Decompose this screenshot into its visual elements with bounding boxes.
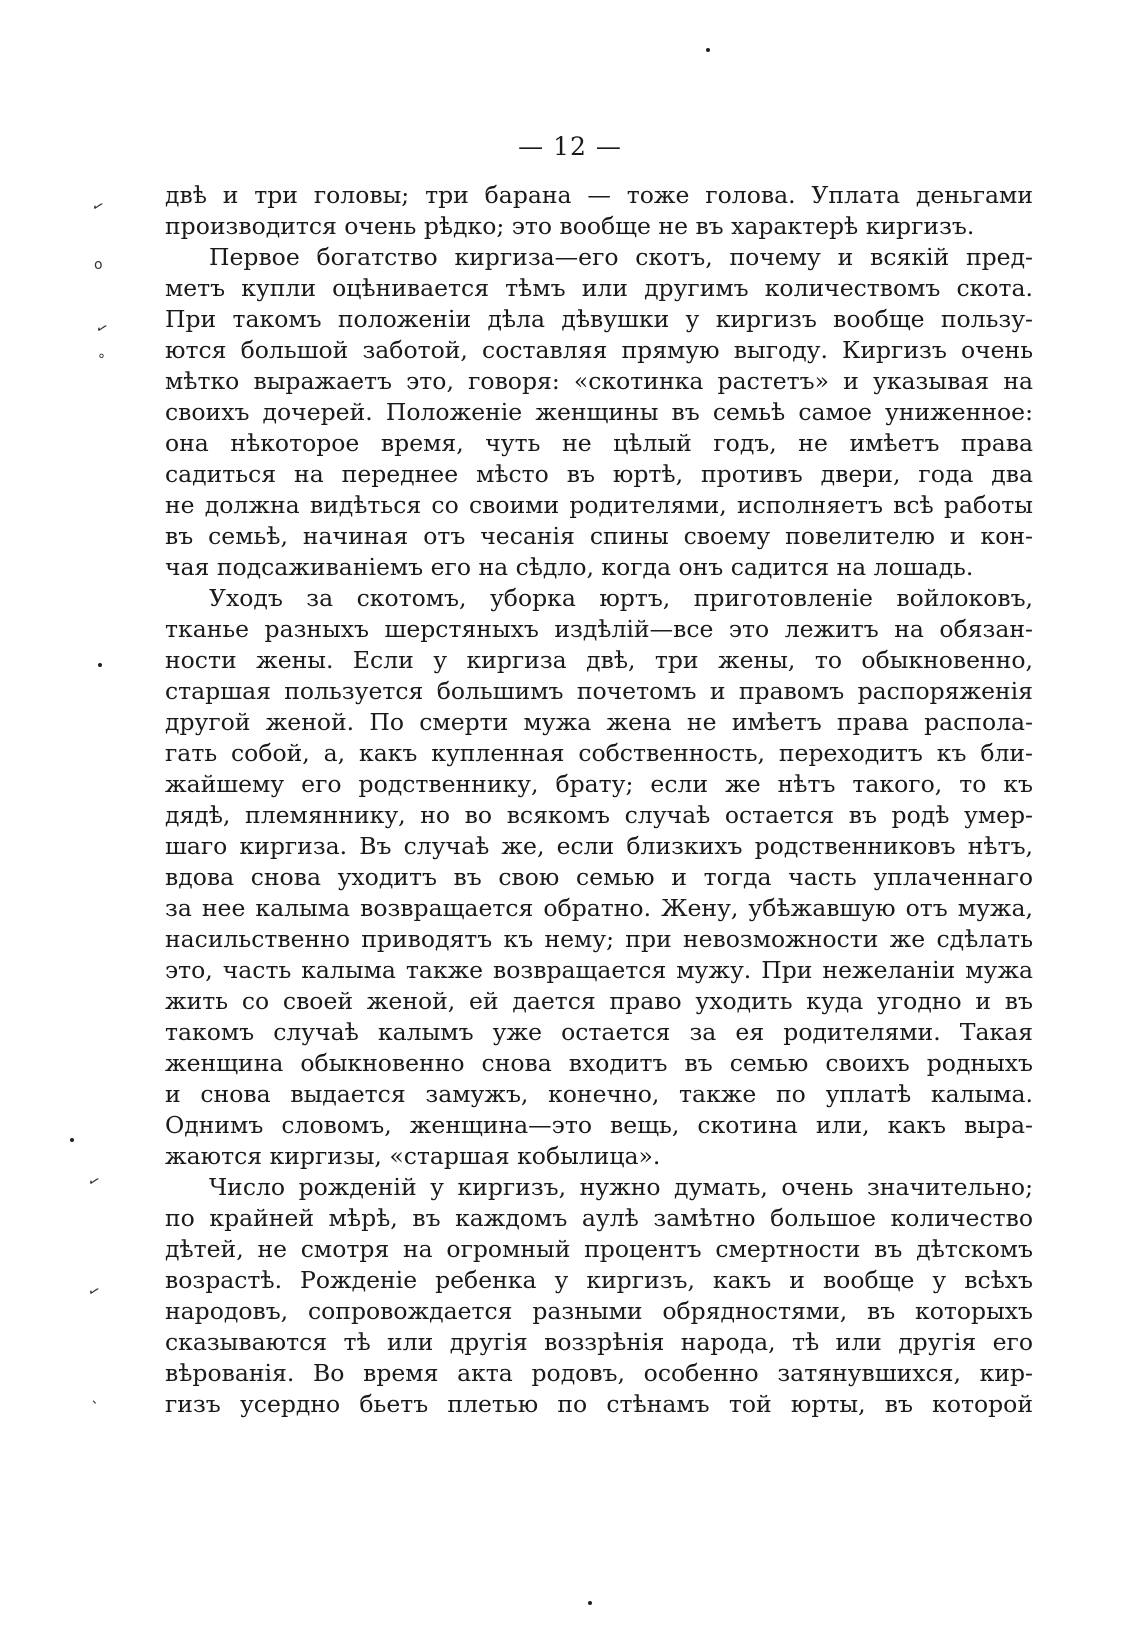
text-line: за нее калыма возвращается обратно. Жену, убѣжавшую отъ мужа, bbox=[165, 894, 1033, 922]
text-line: При такомъ положеніи дѣла дѣвушки у киргизъ вообще пользу- bbox=[165, 305, 1033, 333]
text-line: дѣтей, не смотря на огромный процентъ смертности въ дѣтскомъ bbox=[165, 1235, 1033, 1263]
text-line: она нѣкоторое время, чуть не цѣлый годъ, не имѣетъ права bbox=[165, 429, 1033, 457]
text-line: женщина обыкновенно снова входитъ въ семью своихъ родныхъ bbox=[165, 1049, 1033, 1077]
text-line: въ семьѣ, начиная отъ чесанія спины своему повелителю и кон- bbox=[165, 522, 1033, 550]
text-line: жайшему его родственнику, брату; если же нѣтъ такого, то къ bbox=[165, 770, 1033, 798]
text-line: не должна видѣться со своими родителями, исполняетъ всѣ работы bbox=[165, 491, 1033, 519]
margin-mark: ✓ bbox=[93, 319, 111, 339]
text-line: Однимъ словомъ, женщина—это вещь, скотина или, какъ выра- bbox=[165, 1111, 1033, 1139]
body-text bbox=[165, 180, 1033, 1420]
text-line: это, часть калыма также возвращается мужу. При нежеланіи мужа bbox=[165, 956, 1033, 984]
text-line: тканье разныхъ шерстяныхъ издѣлій—все это лежитъ на обязан- bbox=[165, 615, 1033, 643]
text-line: Число рожденій у киргизъ, нужно думать, очень значительно; bbox=[209, 1173, 1033, 1201]
text-line: жить со своей женой, ей дается право уходить куда угодно и въ bbox=[165, 987, 1033, 1015]
text-line: другой женой. По смерти мужа жена не имѣетъ права распола- bbox=[165, 708, 1033, 736]
margin-mark: o bbox=[94, 257, 103, 273]
text-line: Первое богатство киргиза—его скотъ, почему и всякій пред- bbox=[209, 243, 1033, 271]
text-line: насильственно приводятъ къ нему; при невозможности же сдѣлать bbox=[165, 925, 1033, 953]
text-line: Уходъ за скотомъ, уборка юртъ, приготовленіе войлоковъ, bbox=[209, 584, 1033, 612]
page-number: — 12 — bbox=[518, 132, 622, 161]
text-line: дядѣ, племяннику, но во всякомъ случаѣ остается въ родѣ умер- bbox=[165, 801, 1033, 829]
text-line: метъ купли оцѣнивается тѣмъ или другимъ количествомъ скота. bbox=[165, 274, 1033, 302]
text-line: старшая пользуется большимъ почетомъ и правомъ распоряженія bbox=[165, 677, 1033, 705]
text-line: двѣ и три головы; три барана — тоже голова. Уплата деньгами bbox=[165, 181, 1033, 209]
text-line: производится очень рѣдко; это вообще не въ характерѣ киргизъ. bbox=[165, 212, 975, 240]
text-line: ности жены. Если у киргиза двѣ, три жены, то обыкновенно, bbox=[165, 646, 1033, 674]
text-line: шаго киргиза. Въ случаѣ же, если близкихъ родственниковъ нѣтъ, bbox=[165, 832, 1033, 860]
text-line: своихъ дочерей. Положеніе женщины въ семьѣ самое униженное: bbox=[165, 398, 1033, 426]
text-line: мѣтко выражаетъ это, говоря: «скотинка растетъ» и указывая на bbox=[165, 367, 1033, 395]
margin-mark: - bbox=[87, 1394, 102, 1410]
text-line: и снова выдается замужъ, конечно, также по уплатѣ калыма. bbox=[165, 1080, 1033, 1108]
margin-dot bbox=[70, 1138, 74, 1142]
margin-dot bbox=[706, 48, 710, 52]
text-line: жаются киргизы, «старшая кобылица». bbox=[165, 1142, 661, 1170]
margin-dot bbox=[98, 663, 102, 667]
text-line: ются большой заботой, составляя прямую выгоду. Киргизъ очень bbox=[165, 336, 1033, 364]
text-line: вѣрованія. Во время акта родовъ, особенно затянувшихся, кир- bbox=[165, 1359, 1033, 1387]
margin-dot bbox=[588, 1601, 592, 1605]
text-line: сказываются тѣ или другія воззрѣнія народа, тѣ или другія его bbox=[165, 1328, 1033, 1356]
margin-mark: ✓ bbox=[85, 1282, 103, 1302]
margin-mark: ✓ bbox=[89, 197, 107, 217]
text-line: чая подсаживаніемъ его на сѣдло, когда онъ садится на лошадь. bbox=[165, 553, 974, 581]
text-line: садиться на переднее мѣсто въ юртѣ, противъ двери, года два bbox=[165, 460, 1033, 488]
text-line: возрастѣ. Рожденіе ребенка у киргизъ, какъ и вообще у всѣхъ bbox=[165, 1266, 1033, 1294]
margin-mark: ° bbox=[98, 352, 105, 368]
text-line: гать собой, а, какъ купленная собственность, переходитъ къ бли- bbox=[165, 739, 1033, 767]
text-line: народовъ, сопровождается разными обрядностями, въ которыхъ bbox=[165, 1297, 1033, 1325]
text-line: такомъ случаѣ калымъ уже остается за ея родителями. Такая bbox=[165, 1018, 1033, 1046]
text-line: гизъ усердно бьетъ плетью по стѣнамъ той юрты, въ которой bbox=[165, 1390, 1033, 1418]
text-line: по крайней мѣрѣ, въ каждомъ аулѣ замѣтно большое количество bbox=[165, 1204, 1033, 1232]
margin-mark: ✓ bbox=[85, 1172, 103, 1192]
text-line: вдова снова уходитъ въ свою семью и тогда часть уплаченнаго bbox=[165, 863, 1033, 891]
